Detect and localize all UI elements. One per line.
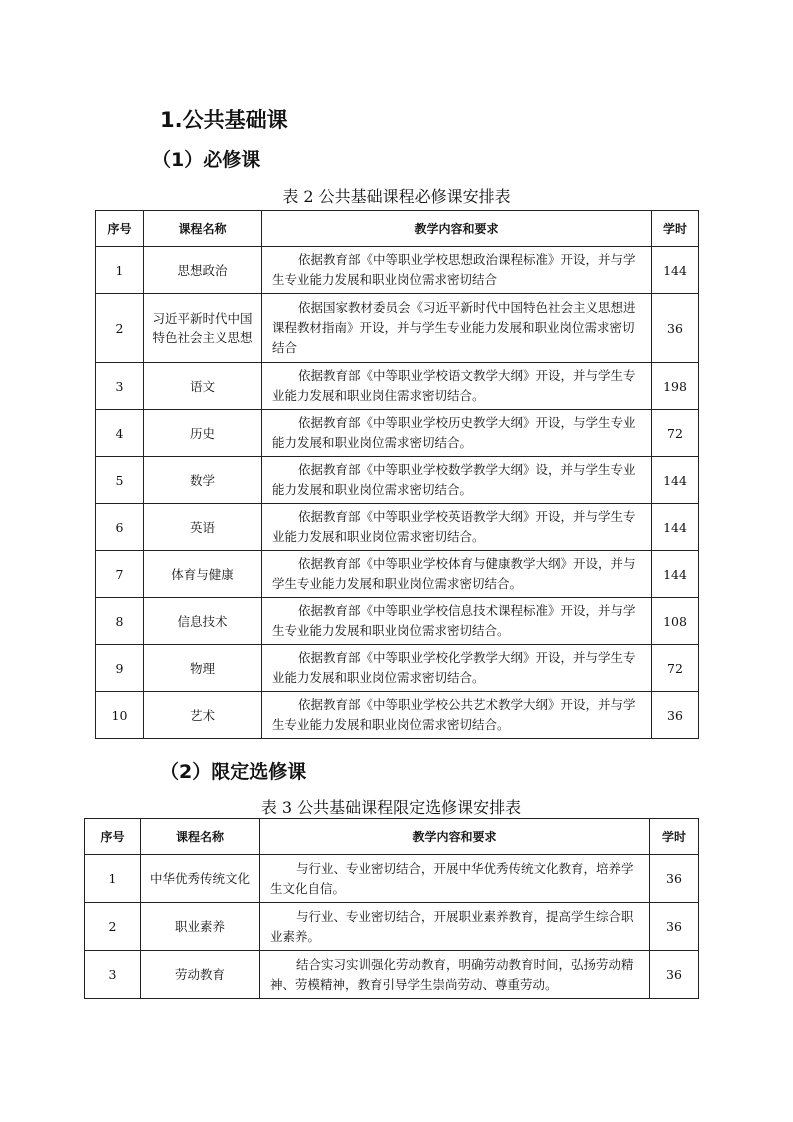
course-content — [262, 598, 652, 645]
course-content — [260, 951, 650, 999]
table-row — [85, 903, 699, 951]
table-elective-caption: 表 3 公共基础课程限定选修课安排表 — [260, 798, 522, 817]
course-hours: 72 — [652, 410, 699, 457]
course-name: 信息技术 — [144, 598, 262, 645]
row-number: 2 — [96, 294, 144, 363]
course-hours: 36 — [650, 951, 699, 999]
course-content-text: 依据教育部《中等职业学校思想政治课程标准》开设，并与学生专业能力发展和职业岗位需求密切结合 — [272, 252, 636, 287]
course-hours: 144 — [652, 247, 699, 294]
course-hours: 36 — [652, 294, 699, 363]
course-content-text: 依据教育部《中等职业学校英语教学大纲》开设，并与学生专业能力发展和职业岗位需求密切结合。 — [272, 509, 636, 544]
course-name: 职业素养 — [141, 903, 260, 951]
course-content-text: 依据教育部《中等职业学校化学教学大纲》开设，并与学生专业能力发展和职业岗位需求密切结合。 — [272, 650, 636, 685]
row-number: 4 — [96, 410, 144, 457]
table-row — [85, 951, 699, 999]
course-name: 英语 — [144, 504, 262, 551]
section-heading: 1.公共基础课 — [160, 108, 288, 132]
required-courses-heading: （1）必修课 — [152, 149, 261, 171]
course-content-text: 与行业、专业密切结合，开展职业素养教育，提高学生综合职业素养。 — [270, 908, 634, 944]
row-number: 3 — [85, 951, 141, 999]
table-row — [96, 410, 699, 457]
course-content-text: 依据教育部《中等职业学校体育与健康教学大纲》开设，并与学生专业能力发展和职业岗位需求密切结合。 — [272, 556, 636, 591]
course-name: 中华优秀传统文化 — [141, 855, 260, 903]
row-number: 1 — [85, 855, 141, 903]
row-number: 6 — [96, 504, 144, 551]
course-content — [262, 645, 652, 692]
course-content — [262, 692, 652, 739]
header-no: 序号 — [85, 819, 141, 855]
header-content: 教学内容和要求 — [262, 211, 652, 247]
course-hours: 144 — [652, 551, 699, 598]
course-content-text: 依据教育部《中等职业学校信息技术课程标准》开设，并与学生专业能力发展和职业岗位需求密切结合。 — [272, 603, 636, 638]
course-content — [262, 363, 652, 410]
required-courses-body — [96, 247, 699, 739]
table-header-row — [85, 819, 699, 855]
table-row — [85, 855, 699, 903]
elective-courses-table — [84, 818, 699, 999]
row-number: 8 — [96, 598, 144, 645]
course-content — [262, 247, 652, 294]
course-name: 物理 — [144, 645, 262, 692]
row-number: 5 — [96, 457, 144, 504]
course-name: 数学 — [144, 457, 262, 504]
table-required-caption: 表 2 公共基础课程必修课安排表 — [282, 187, 511, 206]
table-row — [96, 645, 699, 692]
row-number: 9 — [96, 645, 144, 692]
table-row — [96, 504, 699, 551]
course-hours: 72 — [652, 645, 699, 692]
header-content: 教学内容和要求 — [260, 819, 650, 855]
course-name: 思想政治 — [144, 247, 262, 294]
course-content-text: 结合实习实训强化劳动教育，明确劳动教育时间，弘扬劳动精神、劳模精神，教育引导学生崇尚劳动、尊重劳动。 — [270, 956, 634, 992]
course-content — [260, 855, 650, 903]
course-hours: 144 — [652, 504, 699, 551]
course-name: 体育与健康 — [144, 551, 262, 598]
table-row — [96, 294, 699, 363]
table-row — [96, 598, 699, 645]
course-content-text: 依据教育部《中等职业学校公共艺术教学大纲》开设，并与学生专业能力发展和职业岗位需求密切结合。 — [272, 697, 636, 732]
course-content — [262, 294, 652, 363]
header-hours: 学时 — [652, 211, 699, 247]
course-hours: 36 — [650, 903, 699, 951]
header-course-name: 课程名称 — [144, 211, 262, 247]
course-content-text: 依据教育部《中等职业学校语文教学大纲》开设，并与学生专业能力发展和职业岗住需求密切结合。 — [272, 368, 636, 403]
course-name: 语文 — [144, 363, 262, 410]
course-hours: 36 — [652, 692, 699, 739]
header-no: 序号 — [96, 211, 144, 247]
elective-courses-body — [85, 855, 699, 999]
course-content — [262, 457, 652, 504]
course-content-text: 依据国家教材委员会《习近平新时代中国特色社会主义思想进课程教材指南》开设，并与学生专业能力发展和职业岗位需求密切结合 — [272, 300, 636, 355]
table-row — [96, 692, 699, 739]
course-hours: 198 — [652, 363, 699, 410]
course-name: 习近平新时代中国特色社会主义思想 — [144, 294, 262, 363]
table-row — [96, 551, 699, 598]
elective-courses-heading: （2）限定选修课 — [160, 761, 307, 783]
header-course-name: 课程名称 — [141, 819, 260, 855]
course-content-text: 依据教育部《中等职业学校数学教学大纲》设，并与学生专业能力发展和职业岗位需求密切结合。 — [272, 462, 636, 497]
row-number: 2 — [85, 903, 141, 951]
course-content-text: 依据教育部《中等职业学校历史教学大纲》开设，与学生专业能力发展和职业岗位需求密切结合。 — [272, 415, 636, 450]
course-name: 艺术 — [144, 692, 262, 739]
course-hours: 144 — [652, 457, 699, 504]
course-name: 劳动教育 — [141, 951, 260, 999]
course-content — [262, 551, 652, 598]
table-row — [96, 363, 699, 410]
row-number: 3 — [96, 363, 144, 410]
table-header-row — [96, 211, 699, 247]
header-hours: 学时 — [650, 819, 699, 855]
table-row — [96, 457, 699, 504]
course-name: 历史 — [144, 410, 262, 457]
course-hours: 36 — [650, 855, 699, 903]
course-hours: 108 — [652, 598, 699, 645]
row-number: 7 — [96, 551, 144, 598]
course-content-text: 与行业、专业密切结合，开展中华优秀传统文化教育，培养学生文化自信。 — [270, 860, 634, 896]
course-content — [262, 410, 652, 457]
course-content — [262, 504, 652, 551]
required-courses-table — [95, 210, 699, 739]
course-content — [260, 903, 650, 951]
row-number: 1 — [96, 247, 144, 294]
table-row — [96, 247, 699, 294]
row-number: 10 — [96, 692, 144, 739]
